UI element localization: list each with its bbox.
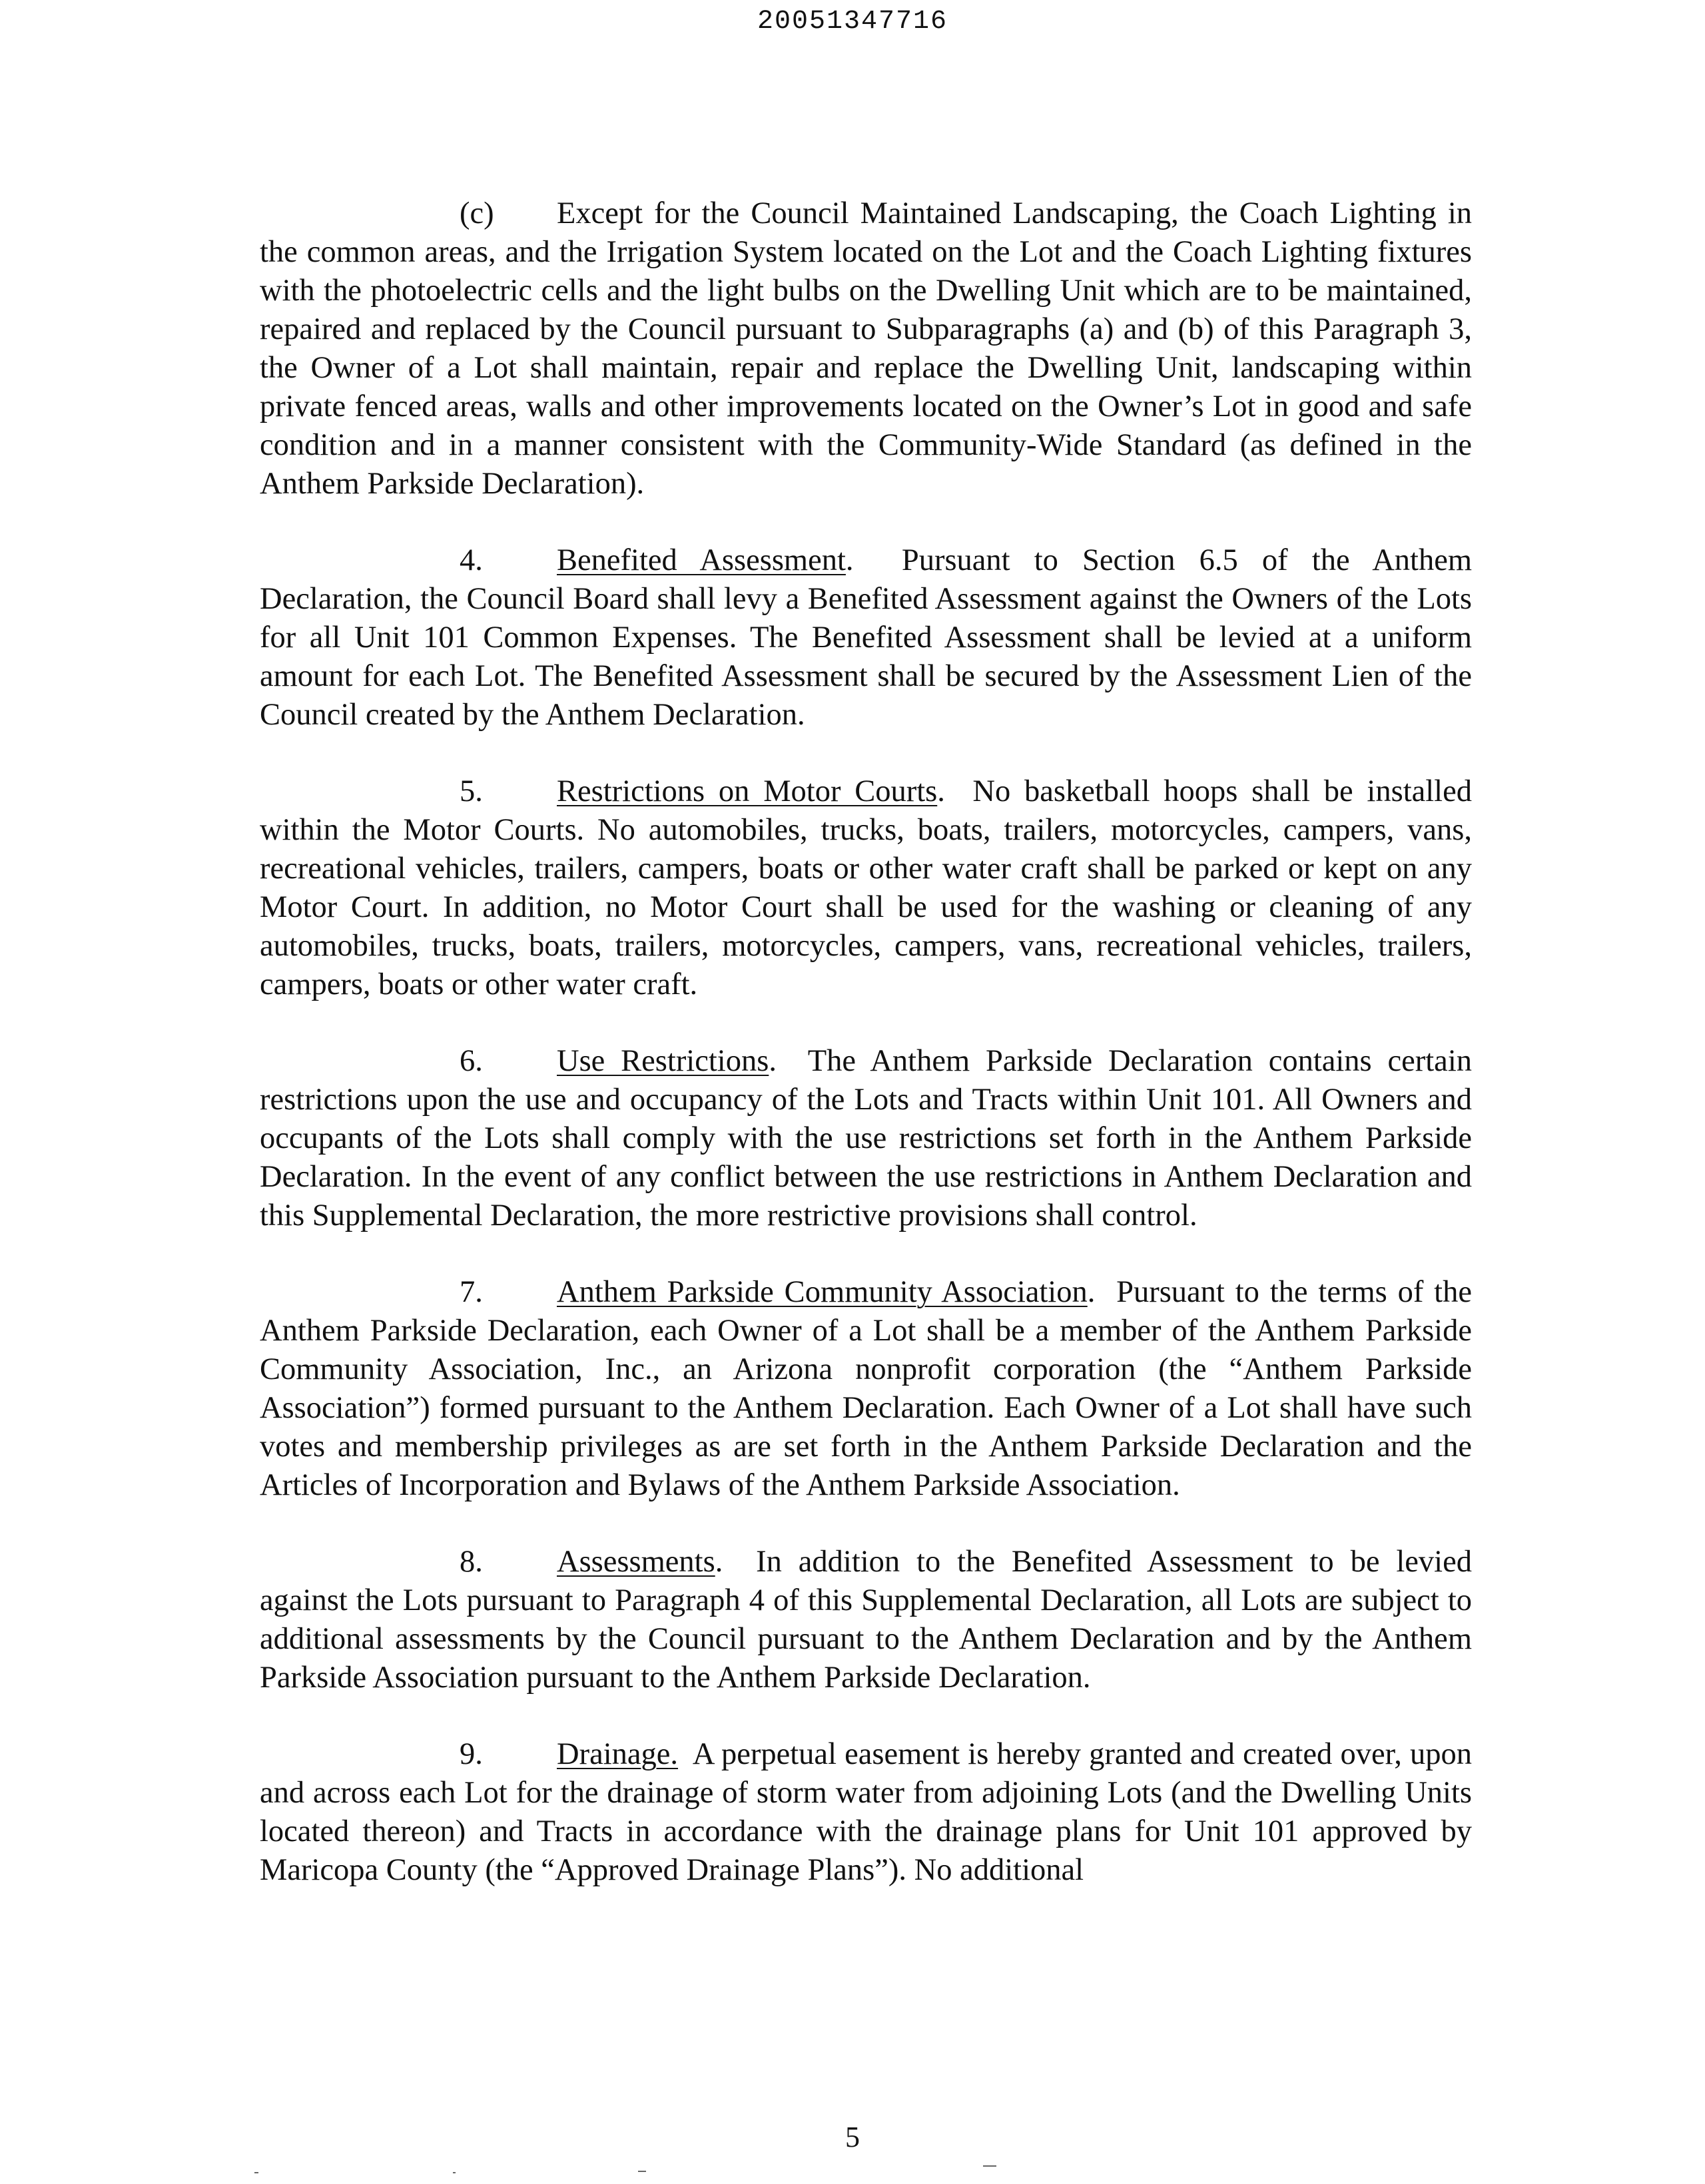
paragraph-heading: Use Restrictions — [557, 1044, 769, 1078]
paragraph-text: In addition to the Benefited Assessment to be levied against the Lots pursuant to Paragraph 4 of this Supplemental Declaration, all Lots are subject to additional assessments by the Council pursuant to the Anthem Declaration and by the Anthem Parkside Association pursuant to the Anthem Parkside Declaration. — [260, 1545, 1472, 1695]
scan-speck — [254, 2172, 258, 2173]
paragraph-text: A perpetual easement is hereby granted and created over, upon and across each Lot for the drainage of storm water from adjoining Lots (and the Dwelling Units located thereon) and Tracts in accordance with the drainage plans for Unit 101 approved by Maricopa County (the “Approved Drainage Plans”). No additional — [260, 1737, 1472, 1887]
scan-speck — [453, 2172, 456, 2173]
paragraph-text: Pursuant to the terms of the Anthem Parkside Declaration, each Owner of a Lot shall be a member of the Anthem Parkside Community Association, Inc., an Arizona nonprofit corporation (the “Anthem Parkside Association”) formed pursuant to the Anthem Declaration. Each Owner of a Lot shall have such votes and membership privileges as are set forth in the Anthem Parkside Declaration and the Articles of Incorporation and Bylaws of the Anthem Parkside Association. — [260, 1275, 1472, 1502]
paragraph-number: 6. — [460, 1044, 483, 1078]
document-body — [260, 194, 1472, 1928]
paragraph-heading: Assessments — [557, 1545, 715, 1579]
paragraph-number: (c) — [460, 196, 494, 230]
paragraph-5: 5. Restrictions on Motor Courts. No basketball hoops shall be installed within the Motor Courts. No automobiles, trucks, boats, trailers, motorcycles, campers, vans, recreational vehicles, trailers, campers, boats or other water craft shall be parked or kept on any Motor Court. In addition, no Motor Court shall be used for the washing or cleaning of any automobiles, trucks, boats, trailers, motorcycles, campers, vans, recreational vehicles, trailers, campers, boats or other water craft. — [260, 772, 1472, 1004]
paragraph-number: 5. — [460, 774, 483, 808]
paragraph-text: Pursuant to Section 6.5 of the Anthem Declaration, the Council Board shall levy a Benefited Assessment against the Owners of the Lots for all Unit 101 Common Expenses. The Benefited Assessment shall be levied at a uniform amount for each Lot. The Benefited Assessment shall be secured by the Assessment Lien of the Council created by the Anthem Declaration. — [260, 543, 1473, 732]
page-number: 5 — [845, 2121, 860, 2153]
paragraph-6: 6. Use Restrictions. The Anthem Parkside Declaration contains certain restrictions upon the use and occupancy of the Lots and Tracts within Unit 101. All Owners and occupants of the Lots shall comply with the use restrictions set forth in the Anthem Parkside Declaration. In the event of any conflict between the use restrictions in Anthem Declaration and this Supplemental Declaration, the more restrictive provisions shall control. — [260, 1042, 1472, 1235]
document-number: 20051347716 — [757, 7, 948, 37]
paragraph-8: 8. Assessments. In addition to the Benefited Assessment to be levied against the Lots pursuant to Paragraph 4 of this Supplemental Declaration, all Lots are subject to additional assessments by the Council pursuant to the Anthem Declaration and by the Anthem Parkside Association pursuant to the Anthem Parkside Declaration. — [260, 1543, 1472, 1697]
paragraph-number: 8. — [460, 1545, 483, 1579]
paragraph-number: 9. — [460, 1737, 483, 1771]
paragraph-4: 4. Benefited Assessment. Pursuant to Section 6.5 of the Anthem Declaration, the Council Board shall levy a Benefited Assessment against the Owners of the Lots for all Unit 101 Common Expenses. The Benefited Assessment shall be levied at a uniform amount for each Lot. The Benefited Assessment shall be secured by the Assessment Lien of the Council created by the Anthem Declaration. — [260, 541, 1472, 734]
paragraph-text: Except for the Council Maintained Landscaping, the Coach Lighting in the common areas, and the Irrigation System located on the Lot and the Coach Lighting fixtures with the photoelectric cells and the light bulbs on the Dwelling Unit which are to be maintained, repaired and replaced by the Council pursuant to Subparagraphs (a) and (b) of this Paragraph 3, the Owner of a Lot shall maintain, repair and replace the Dwelling Unit, landscaping within private fenced areas, walls and other improvements located on the Owner’s Lot in good and safe condition and in a manner consistent with the Community-Wide Standard (as defined in the Anthem Parkside Declaration). — [260, 196, 1472, 501]
paragraph-9 — [260, 1735, 1472, 1890]
paragraph-3c — [260, 194, 1472, 503]
paragraph-text: The Anthem Parkside Declaration contains certain restrictions upon the use and occupancy of the Lots and Tracts within Unit 101. All Owners and occupants of the Lots shall comply with the use restrictions set forth in the Anthem Parkside Declaration. In the event of any conflict between the use restrictions in Anthem Declaration and this Supplemental Declaration, the more restrictive provisions shall control. — [260, 1044, 1472, 1232]
paragraph-number: 7. — [460, 1275, 483, 1309]
scan-speck — [638, 2171, 646, 2172]
paragraph-heading: Anthem Parkside Community Association — [557, 1275, 1088, 1309]
paragraph-7: 7. Anthem Parkside Community Association. Pursuant to the terms of the Anthem Parkside Declaration, each Owner of a Lot shall be a member of the Anthem Parkside Community Association, Inc., an Arizona nonprofit corporation (the “Anthem Parkside Association”) formed pursuant to the Anthem Declaration. Each Owner of a Lot shall have such votes and membership privileges as are set forth in the Anthem Parkside Declaration and the Articles of Incorporation and Bylaws of the Anthem Parkside Association. — [260, 1273, 1472, 1505]
paragraph-text: No basketball hoops shall be installed within the Motor Courts. No automobiles, trucks, boats, trailers, motorcycles, campers, vans, recreational vehicles, trailers, campers, boats or other water craft shall be parked or kept on any Motor Court. In addition, no Motor Court shall be used for the washing or cleaning of any automobiles, trucks, boats, trailers, motorcycles, campers, vans, recreational vehicles, trailers, campers, boats or other water craft. — [260, 774, 1472, 1001]
paragraph-number: 4. — [460, 543, 483, 577]
paragraph-heading: Drainage. — [557, 1737, 679, 1771]
paragraph-heading: Benefited Assessment — [557, 543, 846, 577]
paragraph-heading: Restrictions on Motor Courts — [557, 774, 938, 808]
scan-speck — [983, 2165, 996, 2167]
